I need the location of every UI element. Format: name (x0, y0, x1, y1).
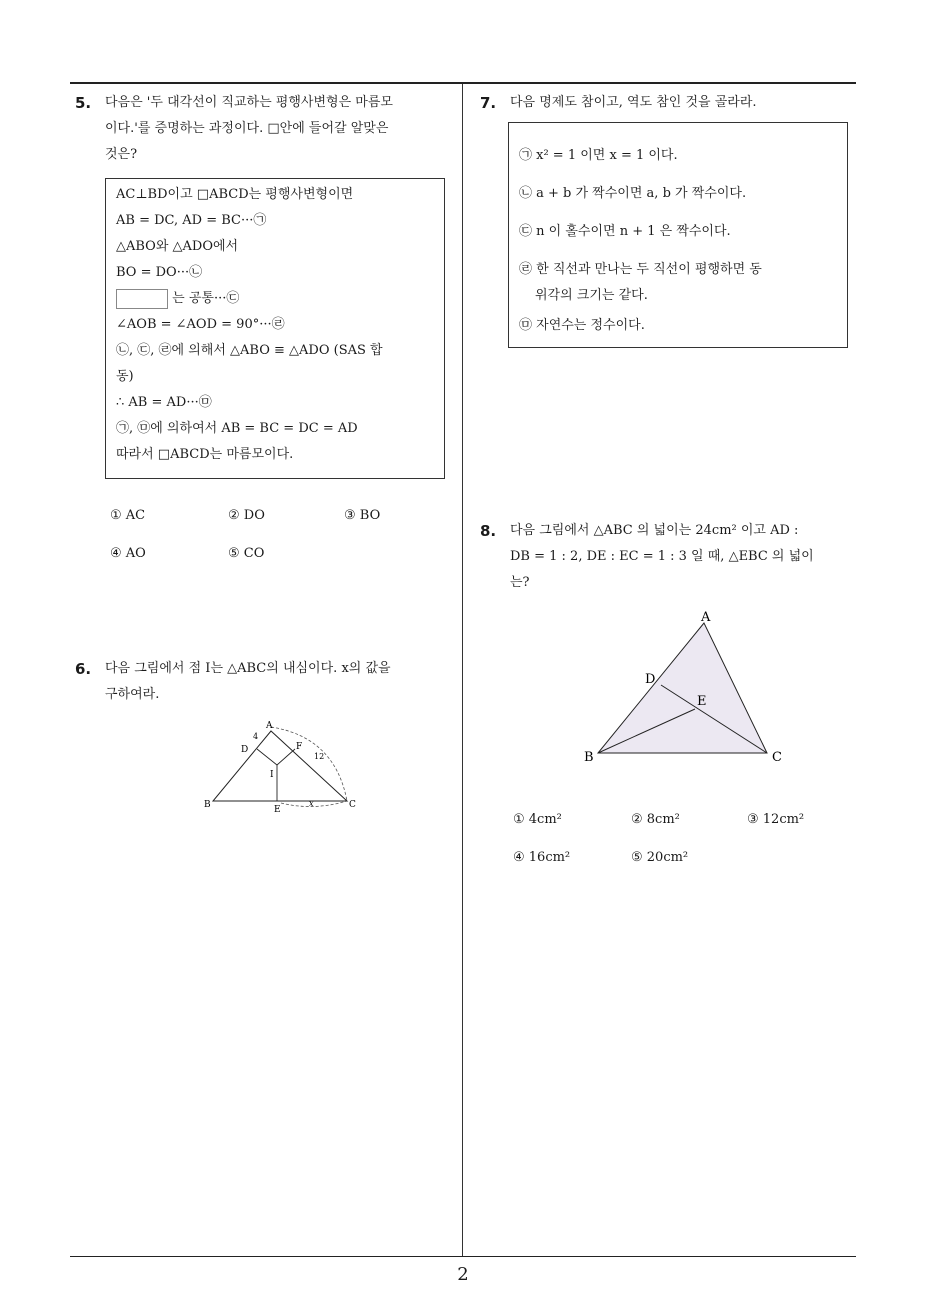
label-B: B (204, 800, 211, 810)
proof-line: AC⊥BD이고 □ABCD는 평행사변형이면 (116, 187, 354, 202)
statement-item-continued: 위각의 크기는 같다. (535, 288, 648, 303)
inradius-lines (257, 749, 295, 765)
proof-line: ㉡, ㉢, ㉣에 의해서 △ABO ≡ △ADO (SAS 합 (116, 343, 383, 358)
question-number: 7. (480, 94, 497, 112)
question-number: 5. (75, 94, 92, 112)
answer-blank-box (116, 289, 168, 309)
top-rule (70, 82, 856, 84)
label-D: D (645, 672, 656, 687)
proof-line: AB = DC, AD = BC···㉠ (116, 213, 267, 228)
label-B: B (584, 750, 594, 765)
statement-item: ㉡ a + b 가 짝수이면 a, b 가 짝수이다. (519, 186, 747, 201)
choice-1[interactable]: ① 4cm² (513, 812, 562, 827)
choice-4[interactable]: ④ 16cm² (513, 850, 571, 865)
proof-line-blank (106, 286, 444, 312)
proof-line: △ABO와 △ADO에서 (116, 239, 239, 254)
proof-line: BO = DO···㉡ (116, 265, 203, 280)
question-stem-line: 이다.'를 증명하는 과정이다. □안에 들어갈 알맞은 (105, 121, 389, 136)
question-5 (75, 90, 455, 168)
bottom-rule (70, 1256, 856, 1257)
arc-x (281, 801, 347, 807)
proof-box (105, 178, 445, 479)
question-number: 6. (75, 660, 92, 678)
choice-5[interactable]: ⑤ 20cm² (631, 850, 689, 865)
label-F: F (296, 742, 303, 752)
choice-1[interactable]: ① AC (110, 508, 146, 523)
question-8 (480, 518, 860, 596)
page-number: 2 (457, 1264, 469, 1285)
statements-box (508, 122, 848, 348)
label-len-ad: 4 (253, 732, 259, 741)
question-number: 8. (480, 522, 497, 540)
statement-item: ㉤ 자연수는 정수이다. (519, 318, 645, 333)
proof-line: ㉠, ㉤에 의하여서 AB = BC = DC = AD (116, 421, 358, 436)
statement-item: ㉠ x² = 1 이면 x = 1 이다. (519, 148, 678, 163)
question-stem-line: 구하여라. (105, 687, 160, 702)
incenter-figure (195, 715, 365, 815)
question-7 (480, 90, 860, 116)
choice-4[interactable]: ④ AO (110, 546, 146, 561)
label-A: A (701, 610, 711, 625)
choice-2[interactable]: ② 8cm² (631, 812, 680, 827)
choice-2[interactable]: ② DO (228, 508, 265, 523)
statement-item: ㉢ n 이 홀수이면 n + 1 은 짝수이다. (519, 224, 731, 239)
area-figure (575, 605, 795, 775)
question-stem-line: 는? (510, 575, 530, 590)
question-stem-line: 다음 그림에서 점 I는 △ABC의 내심이다. x의 값을 (105, 661, 391, 676)
proof-line: 동) (116, 369, 134, 384)
label-C: C (349, 800, 356, 810)
label-D: D (241, 745, 249, 755)
question-6 (75, 656, 455, 708)
triangle-abc (598, 623, 767, 753)
label-E: E (697, 694, 707, 709)
label-E: E (274, 805, 281, 815)
proof-line: 는 공통···㉢ (172, 291, 240, 306)
choice-5[interactable]: ⑤ CO (228, 546, 265, 561)
question-stem-line: DB = 1 : 2, DE : EC = 1 : 3 일 때, △EBC 의 넓이 (510, 549, 814, 564)
label-len-x: x (309, 799, 314, 808)
choice-3[interactable]: ③ 12cm² (747, 812, 805, 827)
label-len-fc: 12 (314, 752, 325, 761)
proof-line: ∴ AB = AD···㉤ (116, 395, 212, 410)
label-A: A (266, 721, 273, 731)
question-stem-line: 다음은 '두 대각선이 직교하는 평행사변형은 마름모 (105, 95, 393, 110)
proof-line: ∠AOB = ∠AOD = 90°···㉣ (116, 317, 285, 332)
choice-3[interactable]: ③ BO (344, 508, 381, 523)
q8-choices (513, 812, 853, 872)
label-I: I (270, 770, 274, 780)
question-stem-line: 것은? (105, 147, 138, 162)
statement-item: ㉣ 한 직선과 만나는 두 직선이 평행하면 동 (519, 262, 762, 277)
label-C: C (772, 750, 782, 765)
triangle-abc (213, 731, 347, 801)
question-stem-line: 다음 명제도 참이고, 역도 참인 것을 골라라. (510, 95, 757, 110)
proof-line: 따라서 □ABCD는 마름모이다. (116, 447, 294, 462)
q5-choices (110, 508, 450, 568)
column-divider (462, 84, 463, 1256)
question-stem-line: 다음 그림에서 △ABC 의 넓이는 24cm² 이고 AD : (510, 523, 799, 538)
